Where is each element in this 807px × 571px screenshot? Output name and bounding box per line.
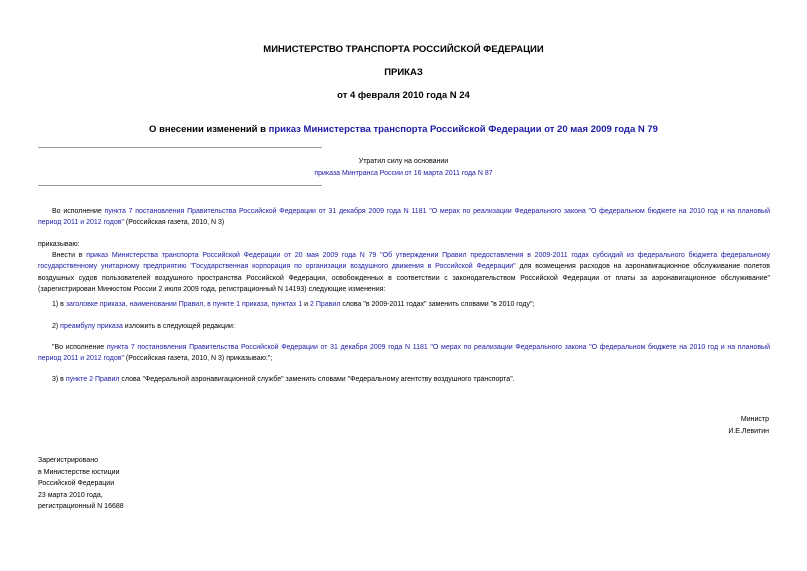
paragraph-item-2 <box>38 321 770 332</box>
item1-text-start: 1) в <box>52 301 66 308</box>
amend-order-link[interactable]: приказ Министерства транспорта Российской Федерации от 20 мая 2009 года N 79 "Об утверждении Правил предоставления в 2009-2011 годах субсидий из федерального бюджета федеральному государственному унитарному предприятию "Государственная корпорация по организации воздушного движения в Российской Федерации" <box>38 252 771 271</box>
status-note-line1: Утратил силу на основании <box>358 158 449 165</box>
bottom-divider <box>38 185 322 186</box>
top-divider <box>38 147 322 148</box>
paragraph-preamble <box>38 206 770 229</box>
item2-text-start: 2) <box>52 323 61 330</box>
registration-line: в Министерстве юстиции <box>38 468 120 476</box>
registration-block <box>38 455 124 513</box>
paragraph-new-preamble <box>38 342 770 365</box>
item1-link-rules[interactable]: 2 Правил <box>310 301 341 308</box>
doc-type-heading: ПРИКАЗ <box>384 67 423 78</box>
paragraph-item-1 <box>38 299 770 310</box>
paragraph-item-3 <box>38 374 770 385</box>
prikazyvayu-text: приказываю: <box>38 241 80 248</box>
preamble-decree-link[interactable]: пункта 7 постановления Правительства Российской Федерации от 31 декабря 2009 года N 1181 "О мерах по реализации Федерального закона "О федеральном бюджете на 2010 год и на плановый период 2011 и 2012 годов" <box>38 208 770 227</box>
signature-name: И.Е.Левитин <box>728 427 769 435</box>
item1-link-title[interactable]: заголовке приказа, наименовании Правил, в пункте 1 приказа, пунктах 1 <box>65 301 303 308</box>
new-preamble-decree-link[interactable]: пункта 7 постановления Правительства Российской Федерации от 31 декабря 2009 года N 1181 "О мерах по реализации Федерального закона "О федеральном бюджете на 2010 год и на плановый период 2011 и 2012 годов" <box>38 344 770 363</box>
item3-text-start: 3) в <box>52 376 66 383</box>
signature-block <box>728 414 769 437</box>
amend-text-start: Внести в <box>52 252 87 259</box>
registration-line: Российской Федерации <box>38 480 115 487</box>
amend-text-end: для возмещения расходов на аэронавигационное обслуживание полетов воздушных судов пользователей воздушного пространства Российской Федерации, освобожденных в соответствии с законодательством Российской Федерации от платы за аэронавигационное обслуживание" (зарегистрирован Минюстом России 2 июля 2009 года, регистрационный N 14193) следующие изменения: <box>38 263 770 293</box>
item2-text-end: изложить в следующей редакции: <box>122 323 235 330</box>
status-note-link[interactable]: приказа Минтранса России от 16 марта 2011 года N 87 <box>314 170 493 177</box>
registration-line: регистрационный N 16688 <box>38 503 124 510</box>
preamble-text-end: (Российская газета, 2010, N 3) <box>123 219 225 227</box>
registration-line: 23 марта 2010 года, <box>38 491 103 499</box>
item3-rules-link[interactable]: пункте 2 Правил <box>65 376 120 383</box>
paragraph-amend <box>38 250 770 295</box>
document-title <box>0 124 807 136</box>
item1-text-end: слова "в 2009-2011 годах" заменить словами "в 2010 году"; <box>340 301 535 308</box>
date-number-heading: от 4 февраля 2010 года N 24 <box>337 90 470 101</box>
title-prefix: О внесении изменений в <box>149 124 269 135</box>
item2-preamble-link[interactable]: преамбулу приказа <box>60 323 123 330</box>
title-order-link[interactable]: приказ Министерства транспорта Российской Федерации от 20 мая 2009 года N 79 <box>268 124 658 135</box>
new-preamble-text-start: "Во исполнение <box>52 344 107 351</box>
signature-position: Министр <box>740 416 769 423</box>
preamble-text-start: Во исполнение <box>52 208 105 215</box>
registration-line: Зарегистрировано <box>38 457 98 464</box>
ministry-heading: МИНИСТЕРСТВО ТРАНСПОРТА РОССИЙСКОЙ ФЕДЕРАЦИИ <box>263 44 544 55</box>
new-preamble-text-end: (Российская газета, 2010, N 3) приказываю:"; <box>123 355 273 363</box>
item3-text-end: слова "Федеральной аэронавигационной службе" заменить словами "Федеральному агентству воздушного транспорта". <box>119 376 515 383</box>
item1-text-mid: и <box>302 301 311 308</box>
